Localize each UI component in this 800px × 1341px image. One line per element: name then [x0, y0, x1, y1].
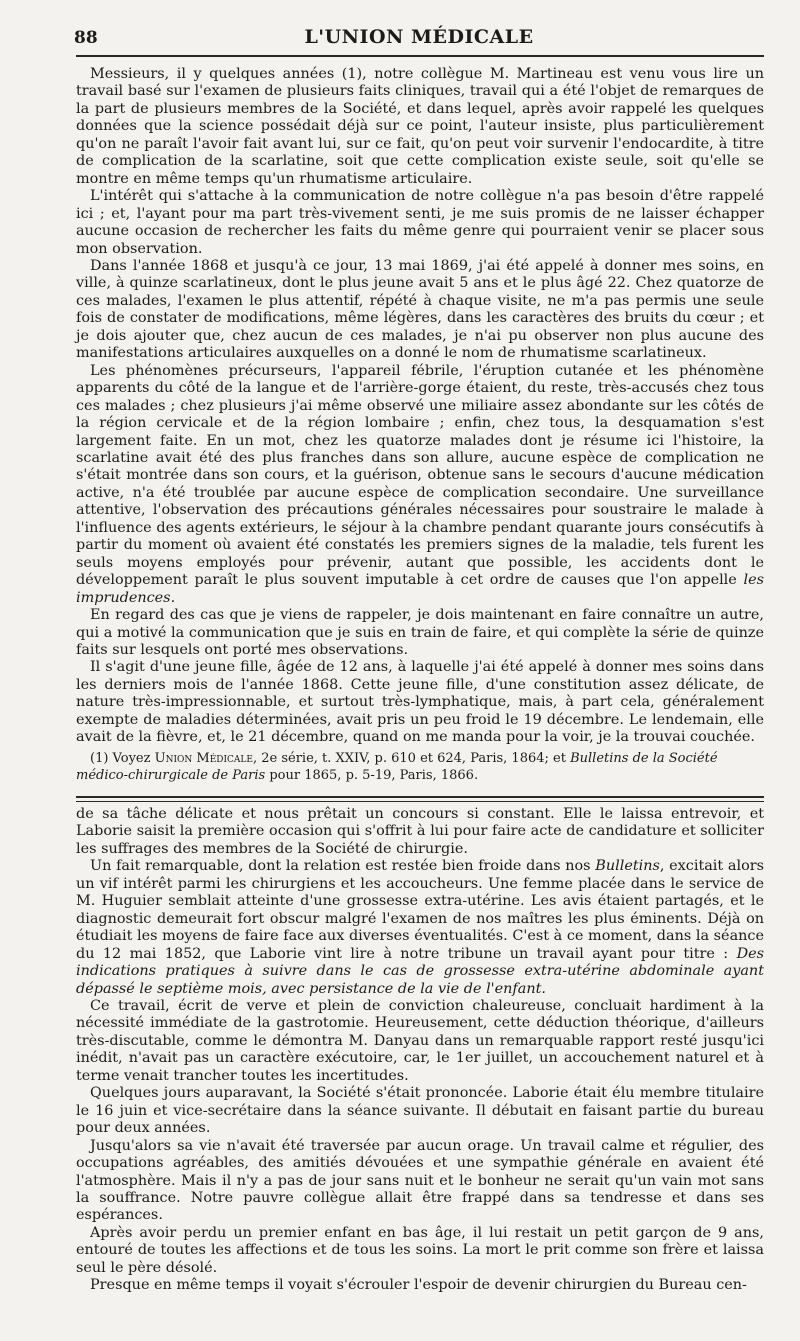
- paragraph-text: Les phénomènes précurseurs, l'appareil fébrile, l'éruption cutanée et les phénomène apparents du côté de la langue et de l'arrière-gorge étaient, du reste, très-accusés chez tous ces malades ; chez plusieurs j'ai même observé une miliaire assez abondante sur les côtés de la région cervicale et de la région lombaire ; enfin, chez tous, la desquamation s'est largement faite. En un mot, chez les quatorze malades dont je résume ici l'histoire, la scarlatine avait été des plus franches dans son allure, aucune espèce de complication ne s'était montrée dans son cours, et la guérison, obtenue sans le secours d'aucune médication active, n'a été troublée par aucune espèce de complication secondaire. Une surveillance attentive, l'observation des précautions générales nécessaires pour soustraire le malade à l'influence des agents extérieurs, le séjour à la chambre pendant quarante jours consécutifs à partir du moment où avaient été constatés les premiers signes de la maladie, tels furent les seuls moyens employés pour prévenir, autant que possible, les accidents dont le développement paraît le plus souvent imputable à cet ordre de causes que l'on appelle: [76, 362, 764, 589]
- work-title: Des indications pratiques à suivre dans le cas de grossesse extra-utérine abdominale ayant dépassé le septième mois, avec persistance de la vie de l'enfant.: [76, 945, 765, 997]
- paragraph: Il s'agit d'une jeune fille, âgée de 12 ans, à laquelle j'ai été appelé à donner mes soins dans les derniers mois de l'année 1868. Cette jeune fille, d'une constitution assez délicate, de nature très-impressionnable, et surtout très-lymphatique, mais, à part cela, généralement exempte de maladies déterminées, avait pris un peu froid le 19 décembre. Le lendemain, elle avait de la fièvre, et, le 21 décembre, quand on me manda pour la voir, je la trouvai couchée.: [76, 659, 764, 746]
- footnote-ref: , 2e série, t. XXIV, p. 610 et 624, Paris, 1864; et: [252, 751, 566, 766]
- paragraph: Jusqu'alors sa vie n'avait été traversée par aucun orage. Un travail calme et régulier, des occupations agréables, des amitiés dévouées et une sympathie générale en avaient été l'atmosphère. Mais il n'y a pas de jour sans nuit et le bonheur ne serait qu'un vain mot sans la souffrance. Notre pauvre collègue allait être frappé dans sa tendresse et dans ses espérances.: [76, 1137, 764, 1224]
- header-rule: [76, 55, 764, 57]
- paragraph-text: Un fait remarquable, dont la relation est restée bien froide dans nos: [90, 858, 591, 875]
- paragraph: Ce travail, écrit de verve et plein de conviction chaleureuse, concluait hardiment à la nécessité immédiate de la gastrotomie. Heureusement, cette déduction théorique, d'ailleurs très-discutable, comme le démontra M. Danyau dans un remarquable rapport resté jusqu'ici inédit, n'avait pas un caractère exécutoire, car, le 1er juillet, un accouchement naturel et à terme venait trancher toutes les incertitudes.: [76, 997, 764, 1084]
- paragraph: Après avoir perdu un premier enfant en bas âge, il lui restait un petit garçon de 9 ans, entouré de toutes les affections et de tous les soins. La mort le prit comme son frère et laissa seul le père désolé.: [76, 1224, 764, 1276]
- paragraph: Quelques jours auparavant, la Société s'était prononcée. Laborie était élu membre titulaire le 16 juin et vice-secrétaire dans la séance suivante. Il débutait en faisant partie du bureau pour deux années.: [76, 1085, 764, 1137]
- emphasis-text: les imprudences.: [76, 572, 764, 606]
- paragraph: [76, 858, 764, 998]
- paragraph: Messieurs, il y quelques années (1), notre collègue M. Martineau est venu vous lire un travail basé sur l'examen de plusieurs faits cliniques, travail qui a été l'objet de remarques de la part de plusieurs membres de la Société, et dans lequel, après avoir rappelé les quelques données que la science possédait déjà sur ce point, l'auteur insiste, plus particulièrement qu'on ne paraît l'avoir fait avant lui, sur ce fait, qu'on peut voir survenir l'endocardite, à titre de complication de la scarlatine, soit que cette complication existe seule, soit qu'elle se montre en même temps qu'un rhumatisme articulaire.: [76, 66, 764, 187]
- section-rule-thin: [76, 801, 764, 802]
- footnote-tail: pour 1865, p. 5-19, Paris, 1866.: [269, 768, 479, 783]
- page-header: [74, 22, 764, 52]
- paragraph: Presque en même temps il voyait s'écrouler l'espoir de devenir chirurgien du Bureau cen-: [90, 1277, 747, 1294]
- section-rule: [76, 796, 764, 798]
- footnote-journal: Union Médicale: [154, 751, 253, 766]
- emphasis-text: Bulletins: [595, 858, 660, 875]
- article-text: [76, 66, 764, 747]
- paragraph: [76, 363, 764, 607]
- paragraph-text: , excitait alors un vif intérêt parmi les chirurgiens et les accoucheurs. Une femme placée dans le service de M. Huguier semblait atteinte d'une grossesse extra-utérine. Les avis étaient partagés, et le diagnostic demeurait fort obscur malgré l'examen de nos maîtres les plus éminents. Déjà on étudiait les moyens de faire face aux diverses éventualités. C'est à ce moment, dans la séance du 12 mai 1852, que Laborie vint lire à notre tribune un travail ayant pour titre :: [76, 858, 764, 962]
- obituary-text: [76, 806, 764, 1295]
- page-number: 88: [74, 28, 98, 48]
- footnote-bulletins: Bulletins de la Société médico-chirurgicale de Paris: [76, 751, 718, 783]
- paragraph: de sa tâche délicate et nous prêtait un concours si constant. Elle le laissa entrevoir, et Laborie saisit la première occasion qui s'offrit à lui pour faire acte de candidature et solliciter les suffrages des membres de la Société de chirurgie.: [76, 806, 764, 857]
- running-title: L'UNION MÉDICALE: [304, 26, 534, 48]
- footnote: [76, 750, 764, 784]
- paragraph: L'intérêt qui s'attache à la communication de notre collègue n'a pas besoin d'être rappelé ici ; et, l'ayant pour ma part très-vivement senti, je me suis promis de ne laisser échapper aucune occasion de rechercher les faits du même genre qui pourraient venir se placer sous mon observation.: [76, 188, 764, 257]
- footnote-marker: (1) Voyez: [90, 751, 151, 766]
- paragraph: En regard des cas que je viens de rappeler, je dois maintenant en faire connaître un autre, qui a motivé la communication que je suis en train de faire, et qui complète la série de quinze faits sur lesquels ont porté mes observations.: [76, 607, 764, 658]
- paragraph: Dans l'année 1868 et jusqu'à ce jour, 13 mai 1869, j'ai été appelé à donner mes soins, en ville, à quinze scarlatineux, dont le plus jeune avait 5 ans et le plus âgé 22. Chez quatorze de ces malades, l'examen le plus attentif, répété à chaque visite, ne m'a pas permis une seule fois de constater de modifications, même légères, dans les caractères des bruits du cœur ; et je dois ajouter que, chez aucun de ces malades, je n'ai pu observer non plus aucune des manifestations articulaires auxquelles on a donné le nom de rhumatisme scarlatineux.: [76, 257, 764, 362]
